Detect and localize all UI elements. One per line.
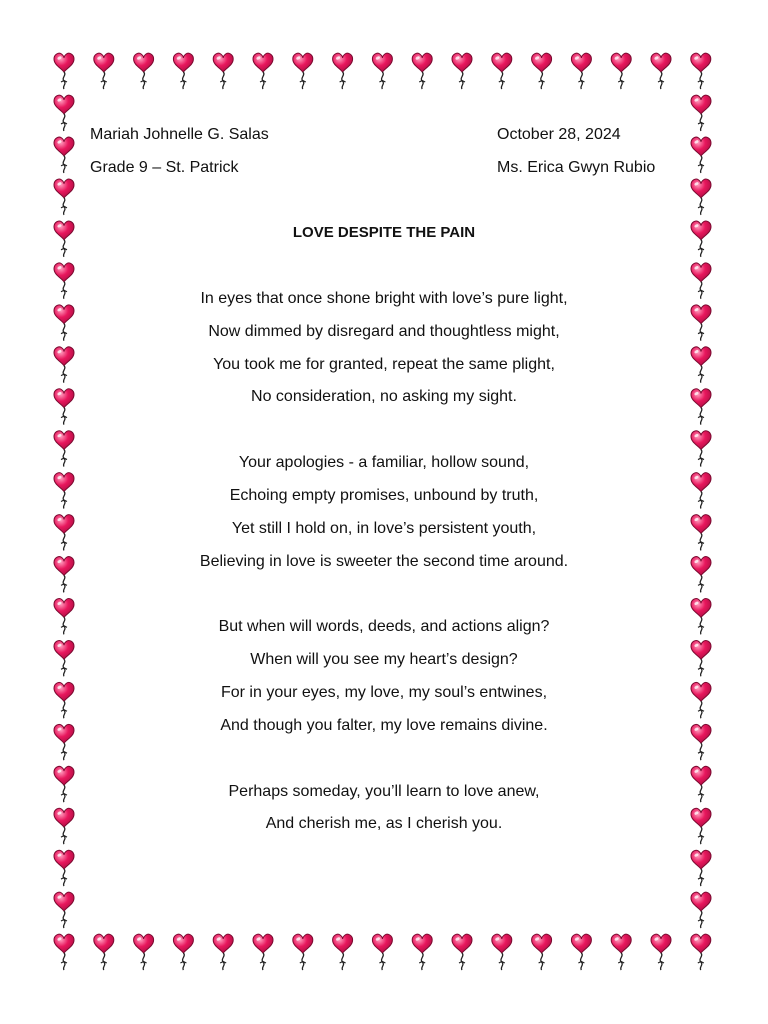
student-name: Mariah Johnelle G. Salas (90, 126, 269, 143)
heart-balloon-icon (691, 892, 711, 928)
heart-balloon-icon (571, 53, 591, 89)
heart-balloon-icon (372, 934, 392, 970)
heart-balloon-icon (94, 53, 114, 89)
poem-line: And cherish me, as I cherish you. (265, 815, 503, 833)
heart-balloon-icon (213, 934, 233, 970)
poem-line: Believing in love is sweeter the second time around. (199, 552, 569, 570)
heart-balloon-icon (253, 53, 273, 89)
heart-balloon-icon (611, 53, 631, 89)
poem-date: October 28, 2024 (497, 126, 621, 143)
heart-balloon-icon (213, 53, 233, 89)
stanza (0, 782, 768, 848)
heart-balloon-icon (372, 53, 392, 89)
teacher-name: Ms. Erica Gwyn Rubio (497, 159, 656, 176)
heart-balloon-icon (651, 934, 671, 970)
heart-balloon-icon (651, 53, 671, 89)
heart-balloon-icon (173, 934, 193, 970)
stanza (0, 617, 768, 748)
heart-balloon-icon (492, 53, 512, 89)
stanza (0, 289, 768, 420)
heart-balloon-icon (54, 137, 74, 173)
heart-balloon-icon (333, 934, 353, 970)
heart-balloon-icon (134, 53, 154, 89)
poem-line: But when will words, deeds, and actions align? (218, 618, 550, 636)
heart-balloon-icon (173, 53, 193, 89)
heart-balloon-icon (94, 934, 114, 970)
heart-balloon-icon (571, 934, 591, 970)
heart-balloon-icon (293, 53, 313, 89)
heart-balloon-icon (452, 53, 472, 89)
poem-line: For in your eyes, my love, my soul’s entwines, (220, 683, 548, 701)
poem-line: When will you see my heart’s design? (250, 651, 518, 669)
heart-balloon-icon (54, 934, 74, 970)
heart-balloon-icon (54, 892, 74, 928)
poem-line: Now dimmed by disregard and thoughtless might, (208, 322, 560, 340)
grade-section: Grade 9 – St. Patrick (90, 159, 239, 176)
heart-balloon-icon (532, 53, 552, 89)
poem-line: Your apologies - a familiar, hollow sound, (238, 454, 530, 472)
heart-balloon-icon (691, 934, 711, 970)
poem-line: Perhaps someday, you’ll learn to love anew, (228, 782, 540, 800)
heart-balloon-icon (691, 179, 711, 215)
heart-balloon-icon (333, 53, 353, 89)
heart-balloon-icon (492, 934, 512, 970)
poem-body (0, 289, 768, 880)
heart-balloon-icon (412, 934, 432, 970)
heart-balloon-icon (412, 53, 432, 89)
poem-line: Echoing empty promises, unbound by truth, (229, 486, 539, 504)
heart-balloon-icon (452, 934, 472, 970)
heart-balloon-icon (611, 934, 631, 970)
heart-balloon-icon (54, 179, 74, 215)
heart-balloon-icon (54, 95, 74, 131)
poem-title: LOVE DESPITE THE PAIN (292, 224, 476, 241)
heart-balloon-icon (54, 53, 74, 89)
heart-balloon-icon (253, 934, 273, 970)
heart-balloon-icon (691, 95, 711, 131)
poem-line: No consideration, no asking my sight. (251, 388, 517, 406)
poem-line: Yet still I hold on, in love’s persistent youth, (231, 519, 537, 537)
heart-balloon-icon (134, 934, 154, 970)
heart-balloon-icon (532, 934, 552, 970)
poem-line: In eyes that once shone bright with love’s pure light, (200, 290, 568, 307)
heart-balloon-icon (691, 53, 711, 89)
heart-balloon-icon (293, 934, 313, 970)
stanza (0, 453, 768, 584)
heart-balloon-icon (691, 137, 711, 173)
poem-line: And though you falter, my love remains divine. (220, 716, 548, 734)
poem-line: You took me for granted, repeat the same plight, (213, 355, 555, 373)
